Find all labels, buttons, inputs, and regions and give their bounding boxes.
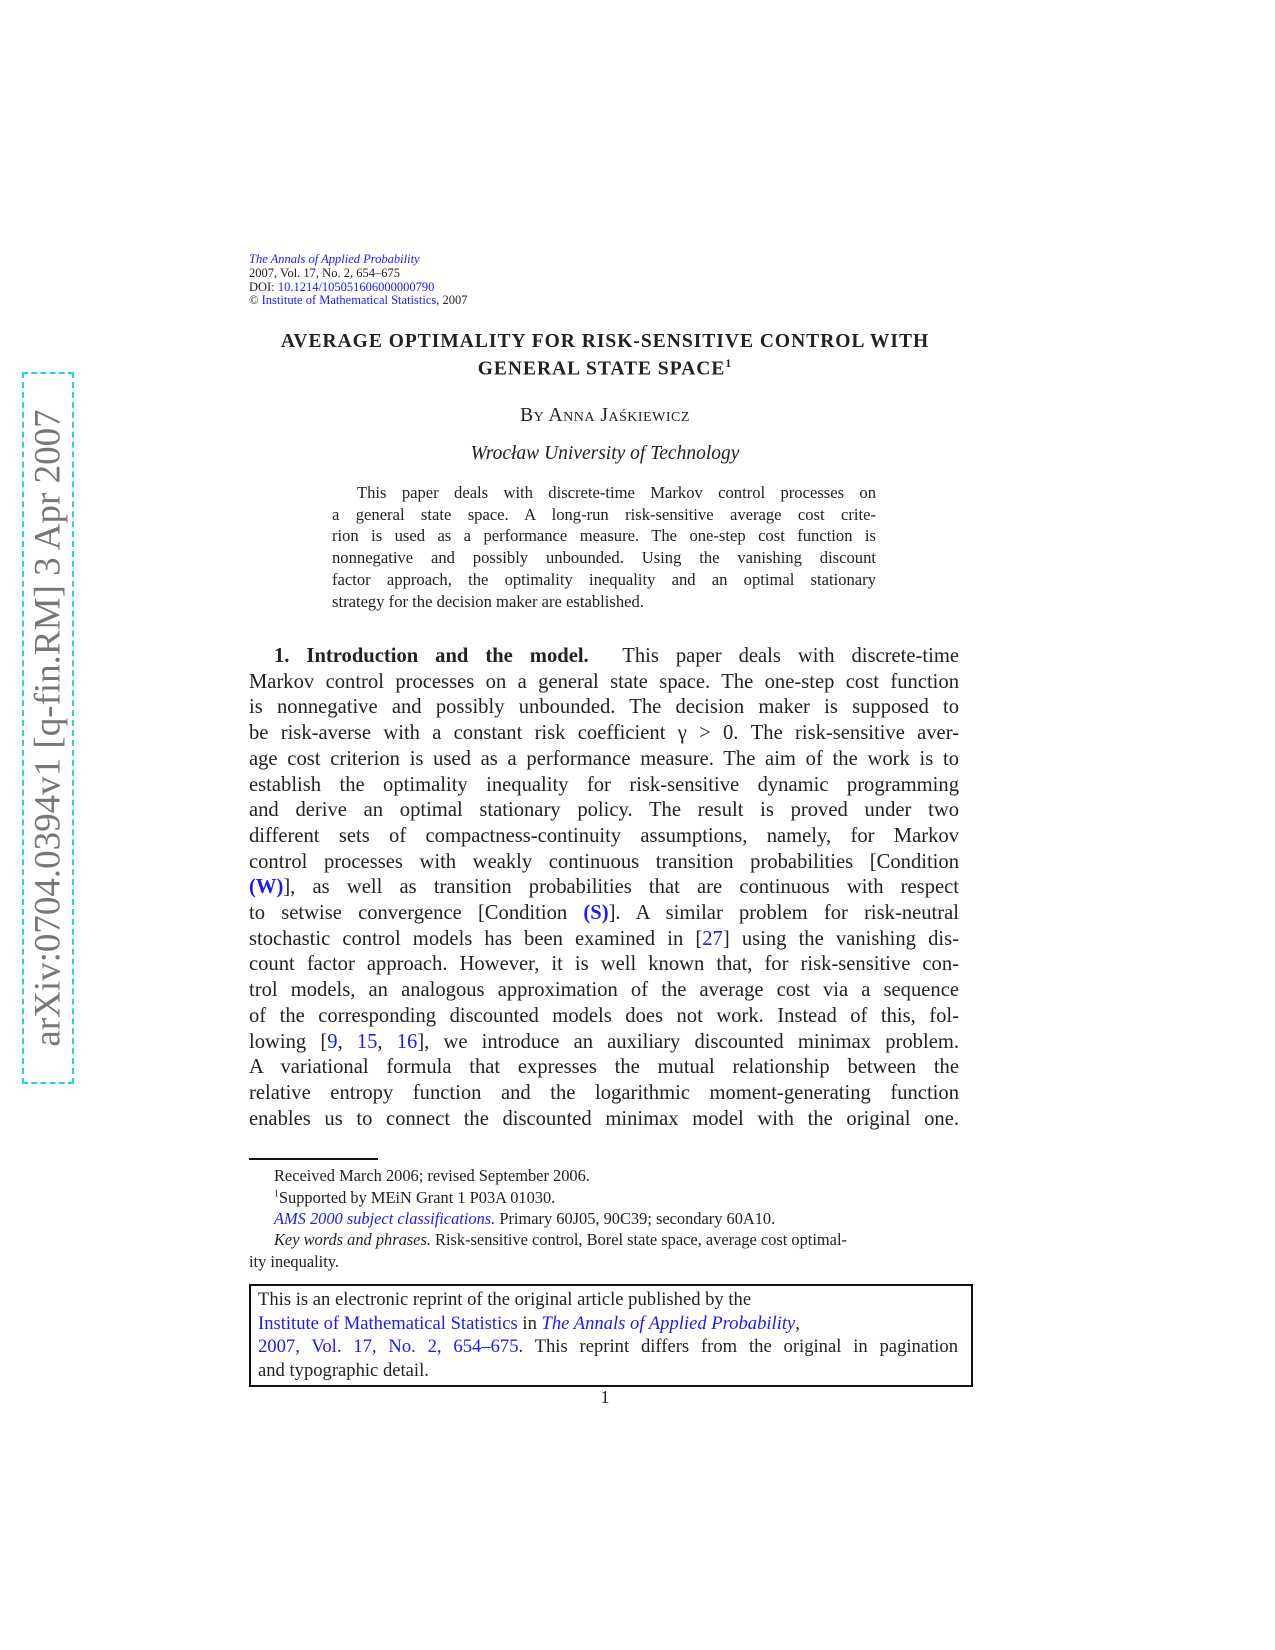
abstract-line xyxy=(357,483,876,503)
text-segment: rion is used as a performance measure. The one-step cost function is xyxy=(332,526,876,546)
reference-link[interactable]: The Annals of Applied Probability xyxy=(541,1312,796,1334)
keywords-text: Risk-sensitive control, Borel state space, average cost optimal- xyxy=(430,1230,847,1249)
author: By Anna Jaśkiewicz xyxy=(520,405,690,426)
reference-link[interactable]: Institute of Mathematical Statistics xyxy=(258,1312,518,1334)
doi-link[interactable]: 10.1214/105051606000000790 xyxy=(277,280,435,294)
body-line xyxy=(274,645,959,668)
text-segment: be risk-averse with a constant risk coefficient γ > 0. The risk-sensitive aver- xyxy=(249,722,959,745)
page-number: 1 xyxy=(600,1387,610,1407)
reprint-notice-box xyxy=(249,1284,973,1387)
ams-text: Primary 60J05, 90C39; secondary 60A10. xyxy=(495,1209,776,1228)
body-line xyxy=(249,825,959,848)
journal-name[interactable]: The Annals of Applied Probability xyxy=(249,252,420,266)
text-segment: lowing [ xyxy=(249,1030,328,1053)
text-segment: ] using the vanishing dis- xyxy=(722,927,959,950)
reference-link[interactable]: 15 xyxy=(356,1030,378,1053)
ams-link[interactable]: AMS 2000 subject classifications. xyxy=(274,1209,496,1228)
text-segment: nonnegative and possibly unbounded. Using the vanishing discount xyxy=(332,548,876,568)
body-line xyxy=(249,876,959,899)
body-line xyxy=(249,1031,959,1054)
title-text: GENERAL STATE SPACE xyxy=(477,358,726,380)
title-footnote-mark: 1 xyxy=(725,357,733,370)
body-line xyxy=(249,979,959,1002)
reference-link[interactable]: 9 xyxy=(327,1030,338,1053)
reference-link[interactable]: 27 xyxy=(702,927,723,950)
body-line xyxy=(249,1056,959,1079)
text-segment: A variational formula that expresses the mutual relationship between the xyxy=(249,1056,959,1079)
ams-classification xyxy=(274,1209,775,1229)
footnote-mark: 1 xyxy=(274,1188,279,1200)
body-line xyxy=(249,696,959,719)
reprint-line xyxy=(258,1360,958,1382)
abstract-line xyxy=(332,592,876,612)
body-line xyxy=(249,1082,959,1105)
copyright-line xyxy=(249,294,468,308)
support-footnote xyxy=(274,1188,555,1208)
text-segment: of the corresponding discounted models does not work. Instead of this, fol- xyxy=(249,1004,959,1027)
text-segment: count factor approach. However, it is well known that, for risk-sensitive con- xyxy=(249,953,959,976)
text-segment: strategy for the decision maker are established. xyxy=(332,591,644,611)
text-segment: and typographic detail. xyxy=(258,1359,429,1381)
text-segment: trol models, an analogous approximation of the average cost via a sequence xyxy=(249,979,959,1002)
text-segment: in xyxy=(517,1312,542,1334)
text-segment: to setwise convergence [Condition xyxy=(249,902,584,924)
body-line xyxy=(249,1005,959,1028)
text-segment: stochastic control models has been examined in [ xyxy=(249,927,703,950)
text-segment: ], as well as transition probabilities that are continuous with respect xyxy=(283,876,959,899)
keywords-continued: ity inequality. xyxy=(249,1252,339,1271)
volume-info: 2007, Vol. 17, No. 2, 654–675 xyxy=(249,266,400,280)
keywords xyxy=(274,1230,847,1250)
text-segment: factor approach, the optimality inequality and an optimal stationary xyxy=(332,569,876,589)
text-segment: enables us to connect the discounted minimax model with the original one. xyxy=(249,1107,959,1130)
received-date: Received March 2006; revised September 2006. xyxy=(274,1166,590,1185)
arxiv-identifier[interactable]: arXiv:0704.0394v1 [q-fin.RM] 3 Apr 2007 xyxy=(27,409,69,1047)
reference-link[interactable]: (W) xyxy=(249,876,284,899)
paper-title-line-2 xyxy=(0,357,1210,381)
reference-link[interactable]: 2007, Vol. 17, No. 2, 654–675 xyxy=(258,1336,519,1358)
text-segment: a general state space. A long-run risk-sensitive average cost crite- xyxy=(332,504,876,524)
arxiv-stamp[interactable] xyxy=(22,372,74,1084)
body-line xyxy=(249,953,959,976)
copyright-icon: © xyxy=(249,293,259,307)
abstract-line xyxy=(332,526,876,546)
reprint-line xyxy=(258,1336,958,1358)
text-segment: . This reprint differs from the original in pagination xyxy=(518,1336,959,1358)
keywords-label: Key words and phrases. xyxy=(274,1230,431,1249)
text-segment: This paper deals with discrete-time Markov control processes on xyxy=(357,483,876,502)
body-line xyxy=(249,671,959,694)
body-line xyxy=(249,902,959,925)
body-line xyxy=(249,799,959,822)
body-line xyxy=(249,722,959,745)
text-segment: , xyxy=(337,1030,357,1053)
doi-label: DOI: xyxy=(249,280,278,294)
abstract-line xyxy=(332,548,876,568)
publisher-link[interactable]: Institute of Mathematical Statistics xyxy=(261,293,437,307)
body-line xyxy=(249,748,959,771)
body-line xyxy=(249,928,959,951)
reference-link[interactable]: 16 xyxy=(396,1030,418,1053)
text-segment: Markov control processes on a general state space. The one-step cost function xyxy=(249,670,959,693)
reference-link[interactable]: (S) xyxy=(583,902,609,924)
text-segment: is nonnegative and possibly unbounded. The decision maker is supposed to xyxy=(249,696,959,719)
text-segment: establish the optimality inequality for risk-sensitive dynamic programming xyxy=(249,773,959,796)
text-segment: ]. A similar problem for risk-neutral xyxy=(608,902,959,924)
support-text: Supported by MEiN Grant 1 P03A 01030. xyxy=(278,1188,556,1207)
body-line xyxy=(249,1108,959,1131)
text-segment: ], we introduce an auxiliary discounted minimax problem. xyxy=(417,1030,960,1053)
text-segment: This is an electronic reprint of the original article published by the xyxy=(258,1289,752,1310)
paper-title-line-1: AVERAGE OPTIMALITY FOR RISK-SENSITIVE CONTROL WITH xyxy=(280,331,930,352)
body-line xyxy=(249,851,959,874)
copyright-year: , 2007 xyxy=(436,293,468,307)
abstract-line xyxy=(332,570,876,590)
reprint-line xyxy=(258,1289,958,1311)
text-segment: 1. Introduction and the model. xyxy=(274,645,589,667)
text-segment: and derive an optimal stationary policy. The result is proved under two xyxy=(249,799,959,822)
text-segment: , xyxy=(377,1030,397,1053)
affiliation: Wrocław University of Technology xyxy=(470,443,740,464)
text-segment: , xyxy=(795,1312,800,1334)
text-segment: different sets of compactness-continuity assumptions, namely, for Markov xyxy=(249,824,959,847)
text-segment: age cost criterion is used as a performance measure. The aim of the work is to xyxy=(249,747,959,770)
abstract-line xyxy=(332,505,876,525)
footnote-rule xyxy=(249,1158,378,1160)
text-segment: relative entropy function and the logarithmic moment-generating function xyxy=(249,1081,959,1104)
reprint-line xyxy=(258,1313,958,1335)
text-segment: control processes with weakly continuous transition probabilities [Condition xyxy=(249,850,959,873)
body-line xyxy=(249,774,959,797)
text-segment: This paper deals with discrete-time xyxy=(588,645,959,667)
